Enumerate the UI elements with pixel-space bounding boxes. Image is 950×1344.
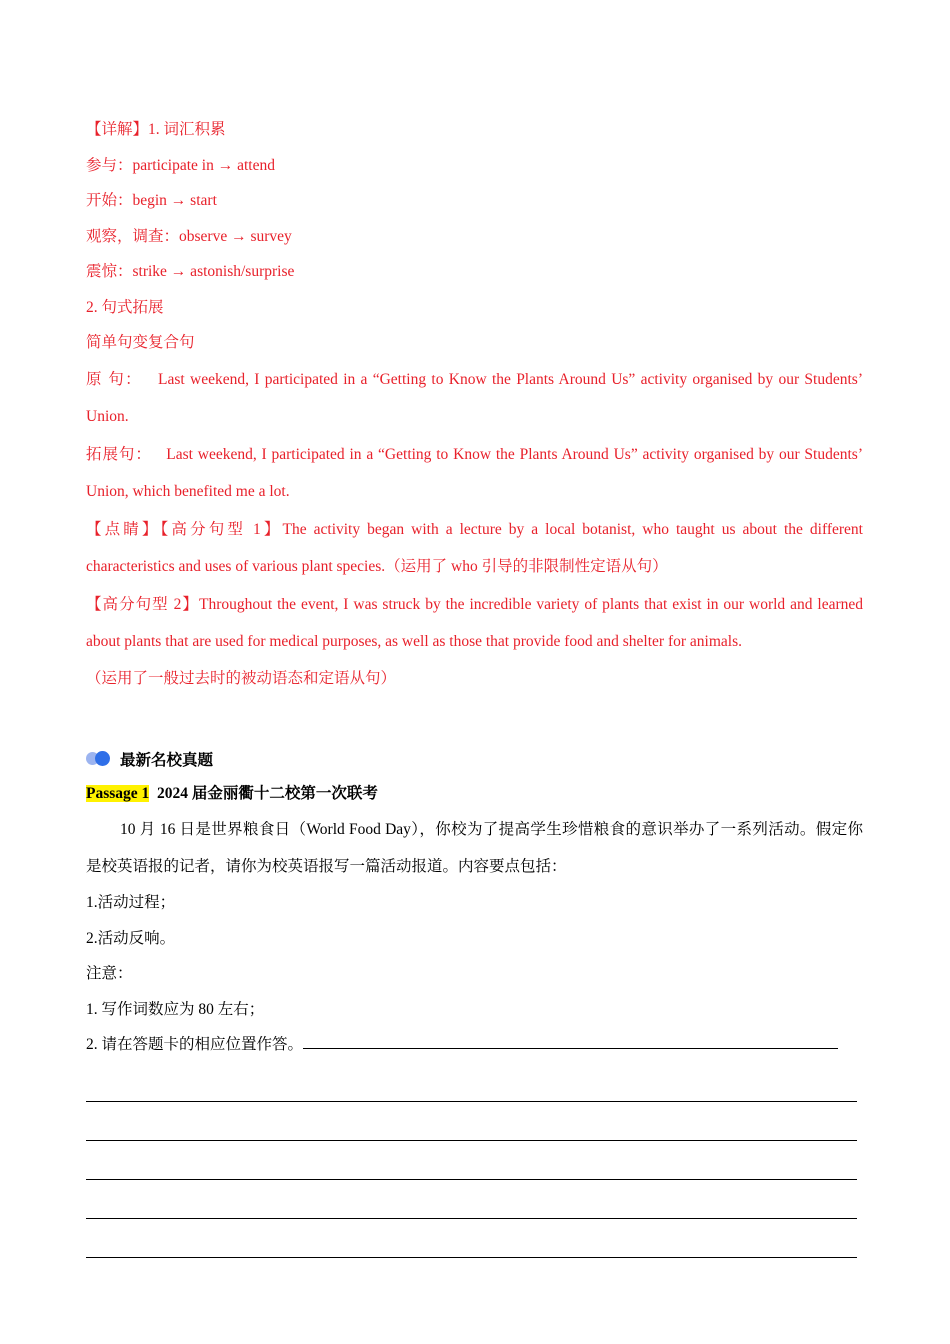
expanded-text: Last weekend, I participated in a “Getting to Know the Plants Around Us” activity organised by our Students’ Union, which benefited me a lot. xyxy=(86,445,863,500)
passage-line xyxy=(86,776,863,811)
highlight-sentence-1 xyxy=(86,511,863,586)
section-title: 最新名校真题 xyxy=(120,752,214,769)
answer-line[interactable] xyxy=(86,1114,857,1141)
sentence-heading: 2. 句式拓展 xyxy=(86,298,164,316)
answer-line[interactable] xyxy=(303,1034,838,1049)
passage-source: 2024 届金丽衢十二校第一次联考 xyxy=(157,785,378,802)
original-text: Last weekend, I participated in a “Getting to Know the Plants Around Us” activity organised by our Students’ Union. xyxy=(86,370,863,425)
prompt-point: 2.活动反响。 xyxy=(86,929,176,947)
highlight2-text: Throughout the event, I was struck by the incredible variety of plants that exist in our world and learned about plants that are used for medical purposes, as well as those that provide food and shelter for animals. xyxy=(86,595,863,650)
highlight1-label: 【点睛】【高分句型 1】 xyxy=(86,520,283,538)
note-item: 1. 写作词数应为 80 左右； xyxy=(86,1000,265,1018)
answer-line[interactable] xyxy=(86,1075,857,1102)
analysis-block xyxy=(86,112,863,696)
document-page xyxy=(86,112,863,1258)
expanded-label: 拓展句： xyxy=(86,445,152,463)
vocab-item: 开始：begin → start xyxy=(86,192,217,209)
prompt-paragraph: 10 月 16 日是世界粮食日（World Food Day），你校为了提高学生珍惜粮食的意识举办了一系列活动。假定你是校英语报的记者，请你为校英语报写一篇活动报道。内容要点包括： xyxy=(86,821,863,875)
section-header xyxy=(86,742,863,776)
expanded-sentence xyxy=(86,436,863,511)
vocab-item: 震惊：strike → astonish/surprise xyxy=(86,263,295,280)
original-sentence xyxy=(86,361,863,436)
note-item-answer xyxy=(86,1027,863,1063)
highlight2-label: 【高分句型 2】 xyxy=(86,595,199,613)
note-label: 注意： xyxy=(86,965,133,982)
passage-tag: Passage 1 xyxy=(86,785,150,802)
answer-area xyxy=(86,1075,857,1258)
answer-line[interactable] xyxy=(86,1192,857,1219)
highlight2-note: （运用了一般过去时的被动语态和定语从句） xyxy=(86,669,397,687)
answer-line[interactable] xyxy=(86,1153,857,1180)
sentence-type: 简单句变复合句 xyxy=(86,334,195,351)
prompt-point: 1.活动过程； xyxy=(86,894,176,911)
vocab-item: 观察，调查：observe → survey xyxy=(86,227,292,245)
vocab-item: 参与：participate in → attend xyxy=(86,156,275,174)
note-item-text: 2. 请在答题卡的相应位置作答。 xyxy=(86,1036,304,1053)
bullet-dots-icon xyxy=(86,750,112,768)
highlight-sentence-2 xyxy=(86,586,863,661)
analysis-heading: 【详解】1. 词汇积累 xyxy=(86,121,226,138)
original-label: 原 句： xyxy=(86,370,143,388)
answer-line[interactable] xyxy=(86,1231,857,1258)
highlight1-text: The activity began with a lecture by a local botanist, who taught us about the different characteristics and uses of various plant species.（运用了 who 引导的非限制性定语从句） xyxy=(86,520,863,575)
